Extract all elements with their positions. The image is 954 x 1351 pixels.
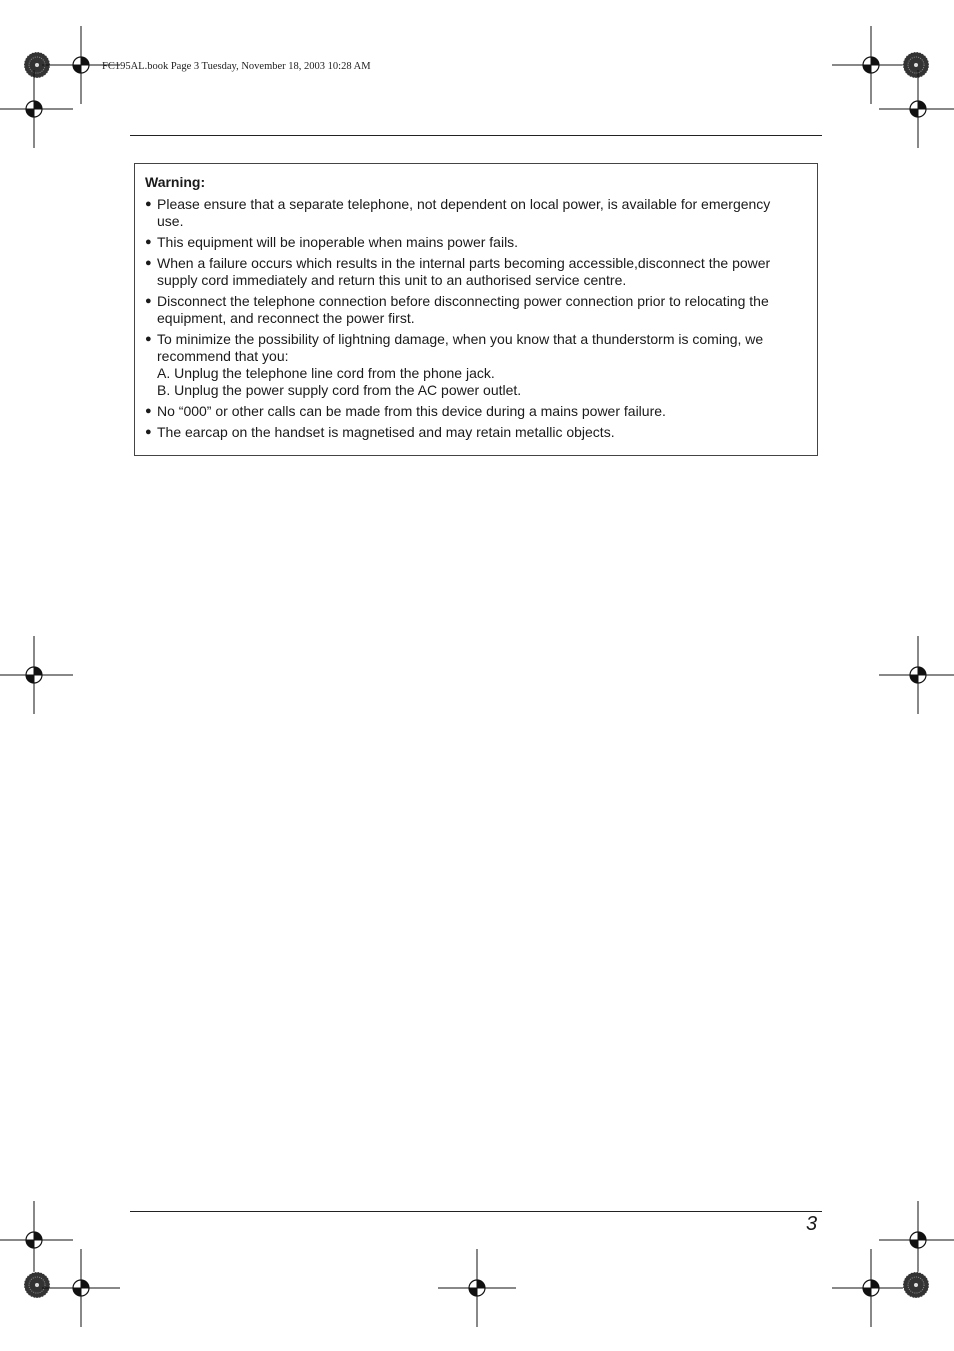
list-item: ● When a failure occurs which results in the internal parts becoming accessible,disconnect the power supply cord immediately and return this unit to an authorised service centre. <box>145 255 771 288</box>
bullet-icon: ● <box>145 405 152 417</box>
starburst-target-icon <box>24 1272 50 1298</box>
registration-crosshair-icon <box>438 1249 516 1327</box>
registration-crosshair-icon <box>42 1249 120 1327</box>
warning-title: Warning: <box>145 174 206 190</box>
registration-crosshair-icon <box>832 1249 910 1327</box>
list-item: ● The earcap on the handset is magnetised and may retain metallic objects. <box>145 424 615 440</box>
sub-step: A. Unplug the telephone line cord from the phone jack. <box>157 365 495 381</box>
bullet-icon: ● <box>145 295 152 307</box>
list-item: ● Please ensure that a separate telephone, not dependent on local power, is available for emergency use. <box>145 196 771 229</box>
bullet-icon: ● <box>145 236 152 248</box>
warning-box <box>134 163 818 456</box>
registration-crosshair-icon <box>832 26 910 104</box>
bullet-icon: ● <box>145 198 152 210</box>
print-slug: FC195AL.book Page 3 Tuesday, November 18, 2003 10:28 AM <box>102 61 371 72</box>
warning-list <box>145 196 797 441</box>
sub-step: B. Unplug the power supply cord from the AC power outlet. <box>157 382 522 398</box>
header-rule <box>130 135 822 136</box>
starburst-target-icon <box>903 52 929 78</box>
registration-crosshair-icon <box>0 1201 73 1279</box>
registration-crosshair-icon <box>879 1201 954 1279</box>
list-item: ● No “000” or other calls can be made from this device during a mains power failure. <box>145 403 666 419</box>
bullet-icon: ● <box>145 426 152 438</box>
registration-crosshair-icon <box>0 636 73 714</box>
list-item: ● To minimize the possibility of lightning damage, when you know that a thunderstorm is coming, we recommend that you: A. Unplug the telephone line cord from the phone jack. B. Unplug the power supply cord from the AC power outlet. <box>145 331 797 399</box>
list-item: ● Disconnect the telephone connection before disconnecting power connection prior to relocating the equipment, and reconnect the power first. <box>145 293 769 326</box>
registration-crosshair-icon <box>879 636 954 714</box>
registration-crosshair-icon <box>879 70 954 148</box>
registration-crosshair-icon <box>0 70 73 148</box>
list-item: ● This equipment will be inoperable when mains power fails. <box>145 234 519 250</box>
page-number: 3 <box>806 1213 818 1235</box>
footer-rule <box>130 1211 822 1212</box>
bullet-icon: ● <box>145 257 152 269</box>
starburst-target-icon <box>903 1272 929 1298</box>
bullet-icon: ● <box>145 333 152 345</box>
